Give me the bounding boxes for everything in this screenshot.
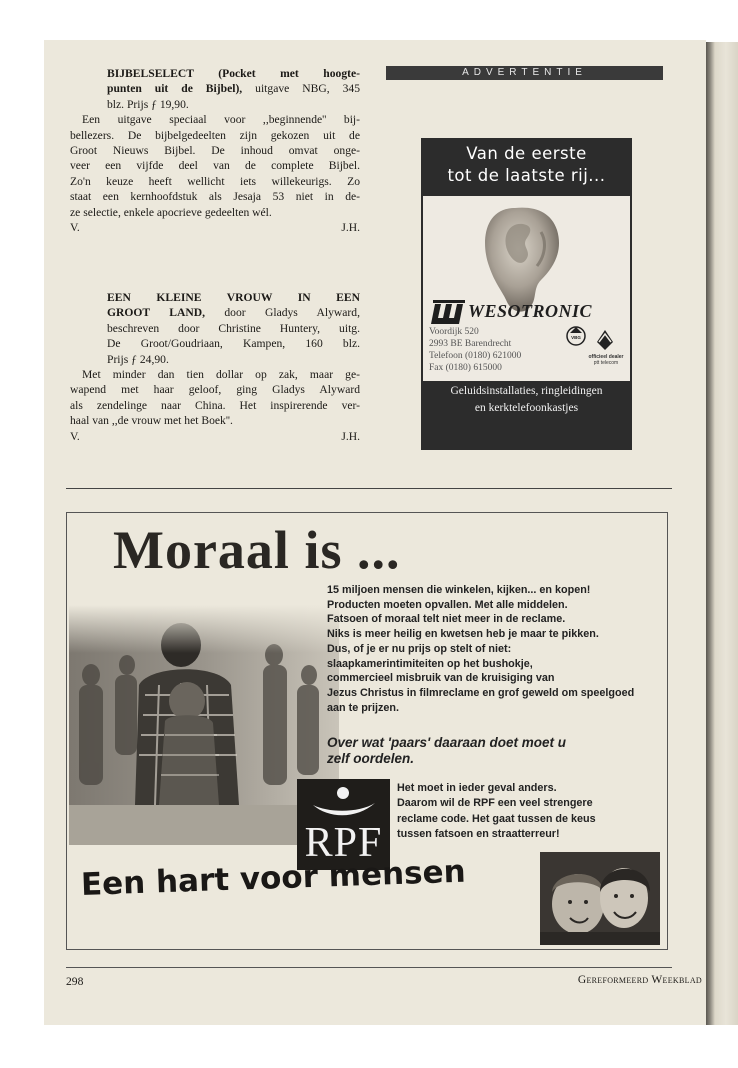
review1-body <box>70 112 360 220</box>
dealer-line2: ptt telecom <box>593 360 619 366</box>
review1-body-line: ze selectie, enkele apocrieve gedeelten wél. <box>70 205 272 219</box>
review2-title-line2 <box>70 305 360 320</box>
ad-address-line: Fax (0180) 615000 <box>429 363 502 373</box>
review1-body-line: veer een vijfde deel van de complete Bijbel. <box>70 159 360 173</box>
review1-title-line1: BIJBELSELECT (Pocket met hoogte- <box>107 67 360 80</box>
dealer-line1: officieel dealer <box>588 354 624 360</box>
section-divider <box>66 488 672 489</box>
review2-title-line1: EEN KLEINE VROUW IN EEN <box>107 291 360 304</box>
ear-icon <box>485 208 559 312</box>
ad-footer <box>421 383 632 417</box>
ad-inner-panel <box>423 196 630 381</box>
rpf-question-line2: zelf oordelen. <box>327 751 415 766</box>
ad-address-line: Voordijk 520 <box>429 327 479 337</box>
ad-footer-line1: Geluidsinstallaties, ringleidingen <box>450 385 603 397</box>
review1-sig-left: V. <box>70 221 80 235</box>
review2-body-line: wapend met haar geloof, ging Gladys Alyward <box>70 383 360 397</box>
review2-sig-left: V. <box>70 429 80 443</box>
rpf-advertisement <box>66 512 668 950</box>
review2-signature <box>70 429 360 444</box>
review1-title-rest: uitgave NBG, 345 <box>242 82 360 96</box>
ad-footer-line2: en kerktelefoonkastjes <box>474 402 579 414</box>
rpf-closing-line: Het moet in ieder geval anders. <box>397 782 557 794</box>
review2-title-bold: GROOT LAND, <box>107 306 206 320</box>
review1-title-line2 <box>70 81 360 96</box>
footer-rule <box>66 967 672 968</box>
review2-title-line3: beschreven door Christine Huntery, uitg. <box>107 321 360 335</box>
review1-sig-right: J.H. <box>341 221 360 235</box>
review1-title-line3: blz. Prijs ƒ 19,90. <box>107 97 189 111</box>
review2-body <box>70 367 360 429</box>
rpf-paragraph-line: Dus, of je er nu prijs op stelt of niet: <box>327 642 512 655</box>
review2-title-line5: Prijs ƒ 24,90. <box>107 352 169 366</box>
ad-headline <box>421 138 632 196</box>
ptt-telecom-icon <box>597 330 613 350</box>
review1-body-line: bellezers. De bijbelgedeelten zijn gekozen uit de <box>70 128 360 142</box>
rpf-paragraph-line: slaapkamerintimiteiten op het bushokje, <box>327 657 533 670</box>
book-spine <box>706 42 738 1025</box>
rpf-logo-text: RPF <box>304 820 383 866</box>
review1-body-line: Een uitgave speciaal voor ,,beginnende'' bij- <box>82 113 360 127</box>
rpf-paragraph-line: Producten moeten opvallen. Met alle middelen. <box>327 598 568 611</box>
children-photo <box>540 852 660 945</box>
rpf-paragraph-line: commercieel misbruik van de kruisiging van <box>327 672 555 685</box>
review2-body-line: Met minder dan tien dollar op zak, maar ge- <box>82 368 360 382</box>
rpf-paragraph-line: Fatsoen of moraal telt niet meer in de reclame. <box>327 613 566 626</box>
publication-name: Gereformeerd Weekblad <box>577 974 702 986</box>
review-bijbelselect <box>70 66 360 235</box>
rpf-closing <box>397 781 667 843</box>
ad-brand: WESOTRONIC <box>468 301 593 321</box>
review1-body-line: Groot Nieuws Bijbel. De inhoud omvat onge- <box>70 144 360 158</box>
rpf-closing-line: Daarom wil de RPF een veel strengere <box>397 797 593 810</box>
review1-body-line: Zo'n keuze heeft wellicht iets willekeurigs. Zo <box>70 174 360 188</box>
review1-body-line: staat een kernhoofdstuk als Jesaja 53 niet in de- <box>70 190 360 204</box>
review2-sig-right: J.H. <box>341 429 360 443</box>
review1-title-bold: punten uit de Bijbel), <box>107 82 243 96</box>
review1-signature <box>70 220 360 235</box>
rpf-question-line1: Over wat 'paars' daaraan doet moet u <box>327 735 566 750</box>
page-number: 298 <box>66 975 84 988</box>
rpf-closing-line: reclame code. Het gaat tussen de keus <box>397 812 596 825</box>
ad-headline-line1: Van de eerste <box>466 144 587 163</box>
rpf-paragraph-line: Jezus Christus in filmreclame en grof geweld om speelgoed <box>327 686 635 699</box>
wesotronic-logo-icon <box>431 300 465 324</box>
rpf-paragraph-line: Niks is meer heilig en kwetsen heb je maar te pikken. <box>327 628 599 641</box>
review2-body-line: als zendelinge naar China. Het inspirerende ver- <box>70 398 360 412</box>
rpf-closing-line: tussen fatsoen en straatterreur! <box>397 828 560 841</box>
review-kleine-vrouw <box>70 290 360 444</box>
rpf-headline: Moraal is ... <box>113 520 401 580</box>
review2-title-rest: door Gladys Alyward, <box>205 306 360 320</box>
wesotronic-ad <box>421 138 632 450</box>
dealer-label <box>587 354 625 366</box>
rpf-paragraph-line: aan te prijzen. <box>327 701 399 714</box>
review2-body-line: haal van ,,de vrouw met het Boek''. <box>70 414 233 428</box>
rpf-paragraph-line: 15 miljoen mensen die winkelen, kijken... en kopen! <box>327 584 591 596</box>
ad-address-line: Telefoon (0180) 621000 <box>429 351 522 361</box>
ad-address-line: 2993 BE Barendrecht <box>429 339 512 349</box>
rpf-question <box>327 735 647 767</box>
advertentie-banner: ADVERTENTIE <box>386 66 663 80</box>
rpf-paragraph <box>327 583 667 715</box>
rpf-slogan: Een hart voor mensen <box>80 853 467 903</box>
review2-title-line4: De Groot/Goudriaan, Kampen, 160 blz. <box>107 337 360 351</box>
ad-headline-line2: tot de laatste rij... <box>447 166 606 185</box>
ad-address <box>429 326 521 374</box>
vbg-badge-label: VBG <box>571 335 581 340</box>
